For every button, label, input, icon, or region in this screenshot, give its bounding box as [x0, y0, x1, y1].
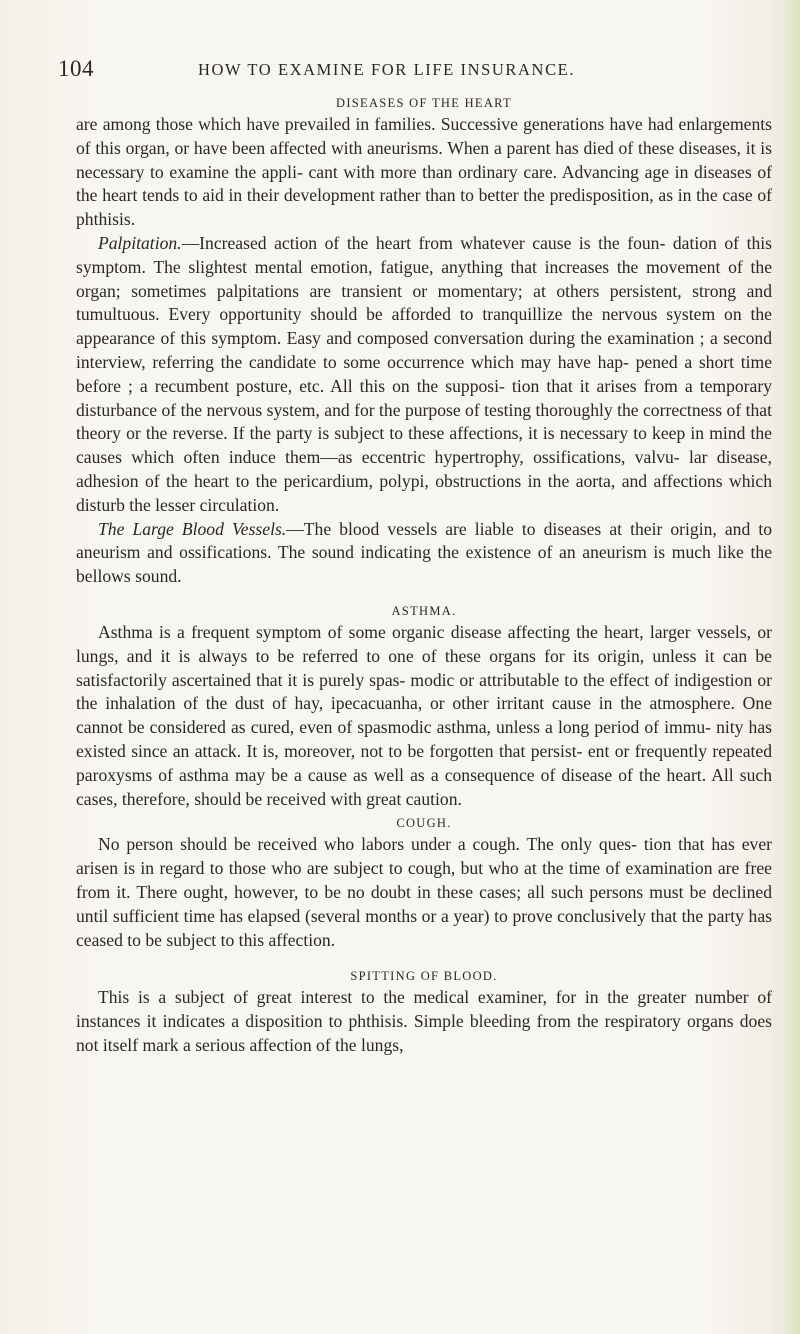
paragraph-lead-palpitation: Palpitation. — [98, 232, 182, 253]
paragraph-palpitation — [76, 232, 772, 518]
running-head — [58, 56, 778, 86]
paragraph-text: Asthma is a frequent symptom of some organic disease affecting the heart, larger vessels, or lungs, and it is always to be referred to one of these organs for its origin, unless it can be satisfactorily ascertained that it is purely spas- modic or attributable to the effect of indigestion or the inhalation of the dust of hay, ipecacuanha, or other irritant cause in the atmosphere. One cannot be considered as cured, even of spasmodic asthma, unless a long period of immu- nity has existed since an attack. It is, moreover, not to be forgotten that persist- ent or frequently repeated paroxysms of asthma may be a cause as well as a consequence of disease of the heart. All such cases, therefore, should be received with great caution. — [76, 621, 772, 809]
paragraph-text: This is a subject of great interest to the medical examiner, for in the greater number of instances it indicates a disposition to phthisis. Simple bleeding from the respiratory organs does not itself mark a serious affection of the lungs, — [76, 987, 772, 1055]
page-edge-shadow — [786, 0, 800, 1334]
paragraph-text: No person should be received who labors under a cough. The only ques- tion that has ever arisen is in regard to those who are subject to cough, but who at the time of examination are free from it. There ought, however, to be no doubt in these cases; all such persons must be declined until sufficient time has elapsed (several months or a year) to prove conclusively that the party has ceased to be subject to this affection. — [76, 834, 772, 950]
paragraph-heart-continuation — [76, 113, 772, 232]
section-heading-spitting-of-blood: SPITTING OF BLOOD. — [350, 969, 498, 984]
paragraph-text: —Increased action of the heart from whatever cause is the foun- dation of this symptom. The slightest mental emotion, fatigue, anything that increases the movement of the organ; sometimes palpitations are transient or momentary; at others persistent, strong and tumultuous. Every opportunity should be afforded to tranquillize the nervous system on the appearance of this symptom. Easy and composed conversation during the examination ; a second interview, referring the candidate to some occurrence which may have hap- pened a short time before ; a recumbent posture, etc. All this on the supposi- tion that it arises from a temporary disturbance of the nervous system, and for the purpose of testing thoroughly the correctness of that theory or the reverse. If the party is subject to these affections, it is necessary to keep in mind the causes which often induce them—as eccentric hypertrophy, ossifications, valvu- lar disease, adhesion of the heart to the pericardium, polypi, obstructions in the aorta, and affections which disturb the lesser circulation. — [76, 232, 772, 515]
paragraph-spitting-of-blood — [76, 986, 772, 1057]
paragraph-lead-large-blood-vessels: The Large Blood Vessels. — [98, 518, 287, 539]
paragraph-text: are among those which have prevailed in families. Successive generations have had enlargements of this organ, or have been affected with aneurisms. When a parent has died of these diseases, it is necessary to examine the appli- cant with more than ordinary care. Advancing age in diseases of the heart tends to aid in their development rather than to better the predisposition, as in the case of phthisis. — [76, 114, 772, 230]
page-content — [76, 90, 772, 1058]
running-title: HOW TO EXAMINE FOR LIFE INSURANCE. — [198, 60, 576, 79]
paragraph-large-blood-vessels — [76, 518, 772, 589]
section-heading-diseases-of-heart: DISEASES OF THE HEART — [336, 96, 512, 110]
section-heading-asthma: ASTHMA. — [391, 603, 457, 618]
paragraph-asthma — [76, 621, 772, 811]
paragraph-text: —The blood vessels are liable to diseases at their origin, and to aneurism and ossifications. The sound indicating the existence of an aneurism is much like the bellows sound. — [76, 518, 773, 587]
paragraph-cough — [76, 833, 772, 952]
page-number: 104 — [58, 56, 94, 81]
section-heading-cough: COUGH. — [396, 816, 452, 831]
